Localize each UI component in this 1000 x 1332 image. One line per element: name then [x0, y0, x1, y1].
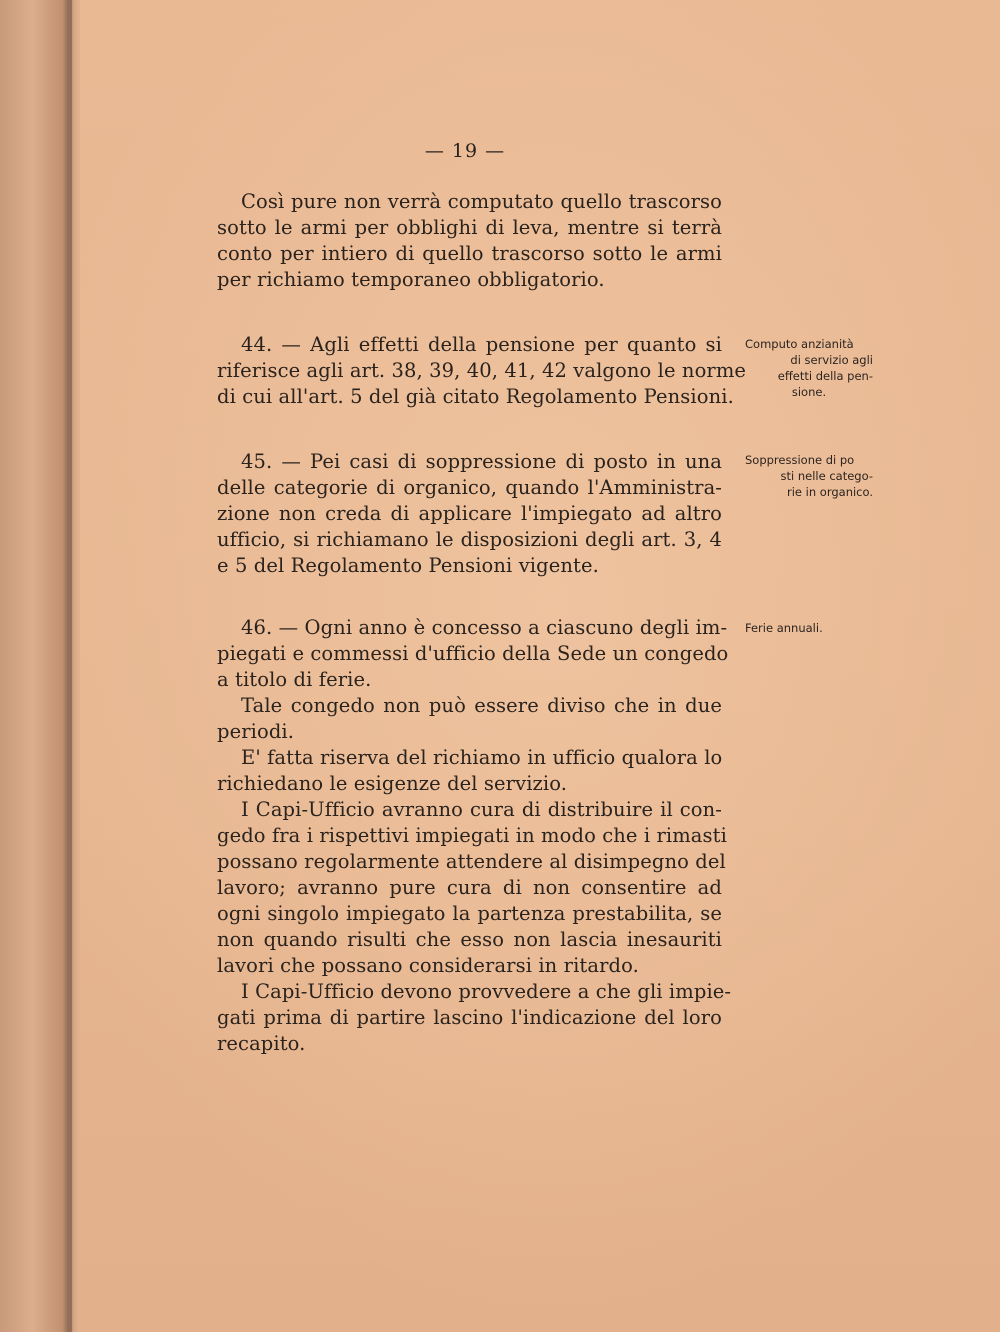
article-46 [217, 615, 732, 1057]
margin-note-line: rie in organico. [787, 485, 873, 499]
text-line: a titolo di ferie. [217, 668, 372, 691]
text-line: Tale congedo non può essere diviso che in due [241, 694, 722, 717]
text-line: e 5 del Regolamento Pensioni vigente. [217, 554, 599, 577]
text-line: possano regolarmente attendere al disimpegno del [217, 850, 726, 873]
text-line: richiedano le esigenze del servizio. [217, 772, 568, 795]
margin-note-computo-anzianita [745, 336, 873, 400]
text-line: non quando risulti che esso non lascia inesauriti [217, 928, 722, 951]
text-line: riferisce agli art. 38, 39, 40, 41, 42 valgono le norme [217, 359, 747, 382]
article-44 [217, 332, 747, 410]
text-line: ogni singolo impiegato la partenza prestabilita, se [217, 902, 722, 925]
text-line: conto per intiero di quello trascorso sotto le armi [217, 242, 722, 265]
text-line: 46. — Ogni anno è concesso a ciascuno degli im- [241, 616, 728, 639]
margin-note-soppressione-posti [745, 452, 873, 500]
text-line: E' fatta riserva del richiamo in ufficio qualora lo [241, 746, 723, 769]
article-45 [217, 449, 722, 579]
text-line: I Capi-Ufficio avranno cura di distribuire il con- [241, 798, 722, 821]
text-line: recapito. [217, 1032, 306, 1055]
margin-note-line: effetti della pen- [777, 369, 873, 383]
paragraph-computation-continued [217, 189, 722, 293]
margin-note-line: di servizio agli [790, 353, 873, 367]
page-number: — 19 — [424, 140, 506, 162]
gutter-fold-line [70, 0, 72, 1332]
text-line: Così pure non verrà computato quello trascorso [241, 190, 722, 213]
margin-note-line: Soppressione di po [745, 453, 855, 467]
margin-note-ferie-annuali [745, 620, 873, 636]
text-line: 45. — Pei casi di soppressione di posto in una [241, 450, 722, 473]
text-line: 44. — Agli effetti della pensione per quanto si [241, 333, 722, 356]
text-line: ufficio, si richiamano le disposizioni degli art. 3, 4 [217, 528, 722, 551]
text-line: zione non creda di applicare l'impiegato ad altro [217, 502, 722, 525]
text-line: sotto le armi per obblighi di leva, mentre si terrà [217, 216, 722, 239]
margin-note-line: sti nelle catego- [780, 469, 873, 483]
text-line: piegati e commessi d'ufficio della Sede un congedo [217, 642, 729, 665]
text-line: delle categorie di organico, quando l'Amministra- [217, 476, 722, 499]
text-line: lavori che possano considerarsi in ritardo. [217, 954, 639, 977]
text-line: gedo fra i rispettivi impiegati in modo che i rimasti [217, 824, 727, 847]
margin-note-line: sione. [791, 385, 827, 399]
text-line: per richiamo temporaneo obbligatorio. [217, 268, 605, 291]
text-line: gati prima di partire lascino l'indicazione del loro [217, 1006, 722, 1029]
text-line: I Capi-Ufficio devono provvedere a che gli impie- [241, 980, 732, 1003]
text-line: periodi. [217, 720, 295, 743]
text-line: di cui all'art. 5 del già citato Regolamento Pensioni. [217, 385, 734, 408]
margin-note-line: Ferie annuali. [745, 621, 823, 635]
margin-note-line: Computo anzianità [745, 337, 854, 351]
text-line: lavoro; avranno pure cura di non consentire ad [217, 876, 722, 899]
book-spine-gutter [0, 0, 80, 1332]
